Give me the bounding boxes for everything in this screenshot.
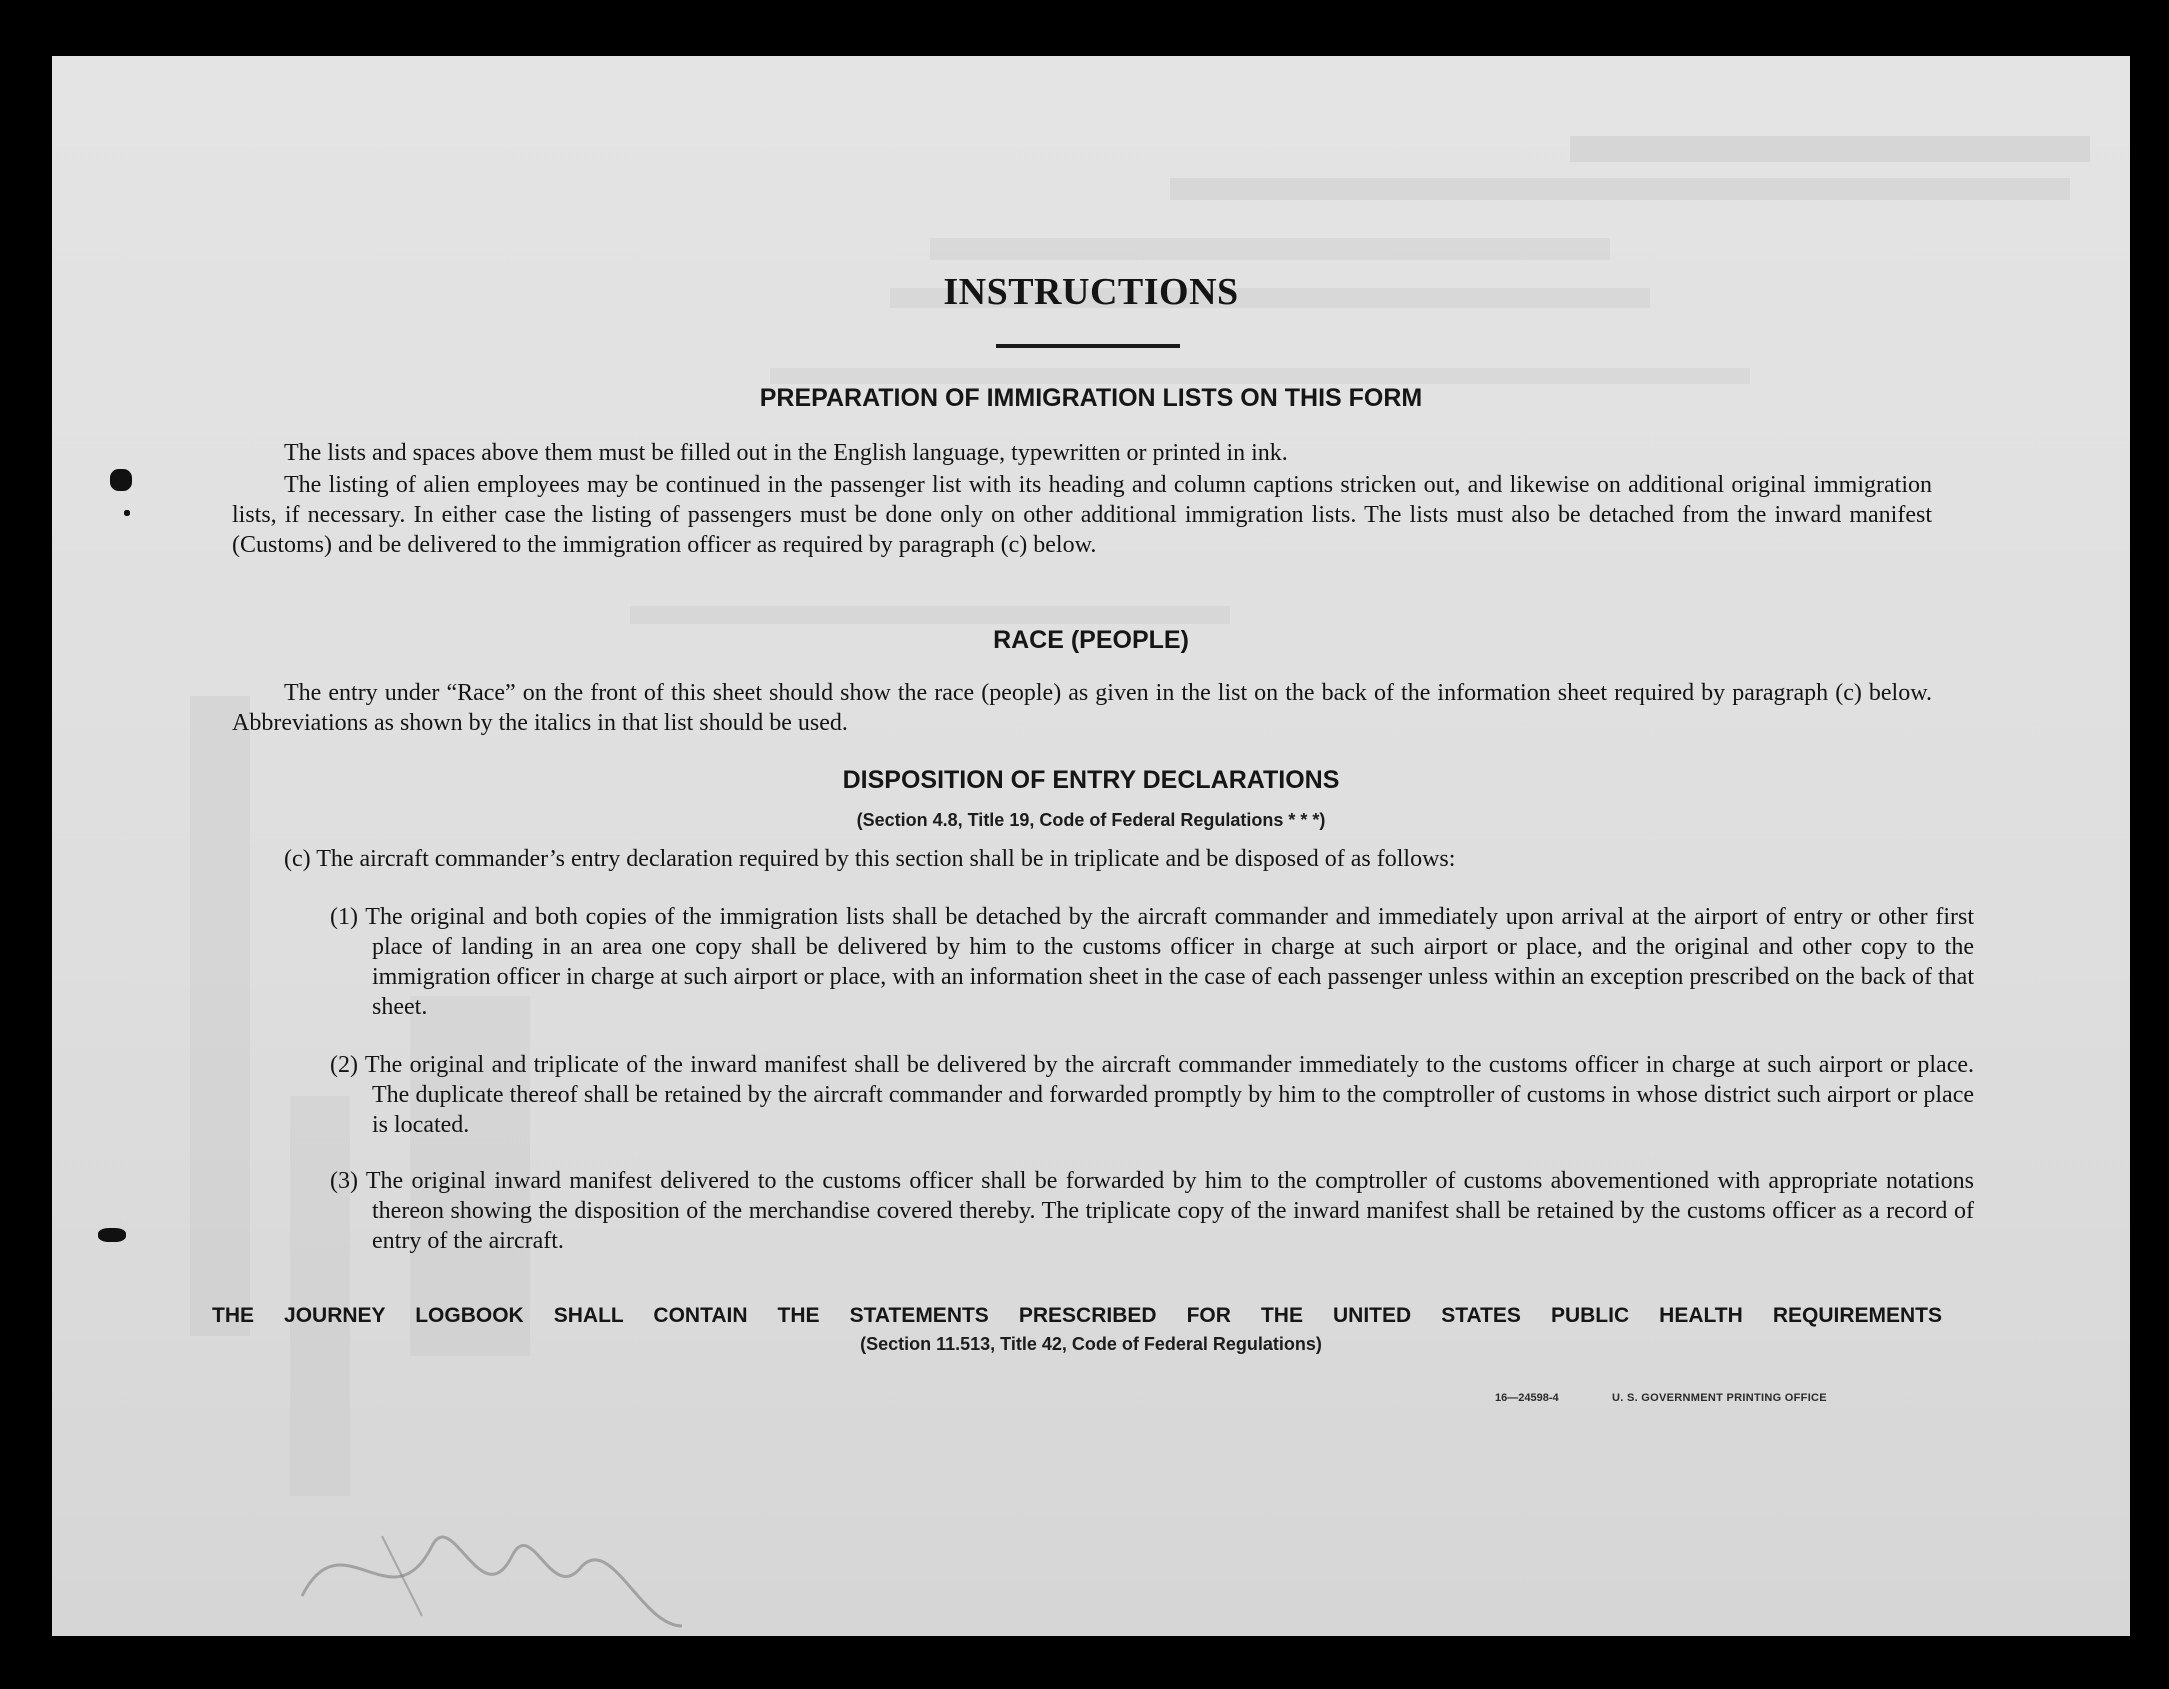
footer-heading: THE JOURNEY LOGBOOK SHALL CONTAIN THE STATEMENTS PRESCRIBED FOR THE UNITED STATES PUBLIC HEALTH REQUIREMENTS bbox=[212, 1304, 1942, 1327]
race-paragraph: The entry under “Race” on the front of this sheet should show the race (people) as given in the list on the back of the information sheet required by paragraph (c) below. Abbreviations as shown by the italics in that list should be used. bbox=[232, 680, 1932, 736]
signature-scribble bbox=[282, 1476, 702, 1636]
printer-imprint: U. S. GOVERNMENT PRINTING OFFICE bbox=[1612, 1392, 1827, 1404]
disposition-intro-label: (c) bbox=[284, 846, 311, 872]
disposition-item-1: (1) The original and both copies of the immigration lists shall be detached by the aircraft commander and immediately upon arrival at the airport of entry or other first place of landing in an area one copy shall be delivered by him to the customs officer in charge at such airport or place, and the original and other copy to the immigration officer in charge at such airport or place, with an information sheet in the case of each passenger unless within an exception prescribed on the back of that sheet. bbox=[330, 904, 1974, 1020]
document-page bbox=[52, 56, 2130, 1636]
disposition-heading: DISPOSITION OF ENTRY DECLARATIONS bbox=[842, 766, 1340, 794]
disposition-reference: (Section 4.8, Title 19, Code of Federal Regulations * * *) bbox=[856, 810, 1326, 830]
disposition-item-3: (3) The original inward manifest delivered to the customs officer shall be forwarded by him to the comptroller of customs abovementioned with appropriate notations thereon showing the disposition of the merchandise covered thereby. The triplicate copy of the inward manifest shall be retained by the customs officer as a record of entry of the aircraft. bbox=[330, 1168, 1974, 1254]
race-heading: RACE (PEOPLE) bbox=[993, 626, 1189, 654]
form-number: 16—24598-4 bbox=[1495, 1392, 1559, 1404]
preparation-paragraph-2: The listing of alien employees may be continued in the passenger list with its heading and column captions stricken out, and likewise on additional original immigration lists, if necessary. In either case the listing of passengers must be done only on other additional immigration lists. The lists must also be detached from the inward manifest (Customs) and be delivered to the immigration officer as required by paragraph (c) below. bbox=[232, 472, 1932, 558]
title-underline bbox=[996, 344, 1180, 348]
margin-ink-mark bbox=[110, 469, 132, 491]
margin-ink-mark bbox=[98, 1228, 126, 1242]
margin-ink-dot bbox=[124, 510, 130, 516]
document-title: INSTRUCTIONS bbox=[943, 271, 1239, 313]
footer-reference: (Section 11.513, Title 42, Code of Federal Regulations) bbox=[860, 1334, 1322, 1354]
disposition-item-2: (2) The original and triplicate of the inward manifest shall be delivered by the aircraft commander immediately to the customs officer in charge at such airport or place. The duplicate thereof shall be retained by the aircraft commander and forwarded promptly by him to the comptroller of customs in whose district such airport or place is located. bbox=[330, 1052, 1974, 1138]
disposition-intro-text: The aircraft commander’s entry declaration required by this section shall be in triplicate and be disposed of as follows: bbox=[316, 846, 1456, 872]
preparation-heading: PREPARATION OF IMMIGRATION LISTS ON THIS FORM bbox=[759, 384, 1423, 412]
preparation-paragraph-1: The lists and spaces above them must be filled out in the English language, typewritten or printed in ink. bbox=[284, 440, 1288, 466]
disposition-intro bbox=[284, 844, 1944, 874]
